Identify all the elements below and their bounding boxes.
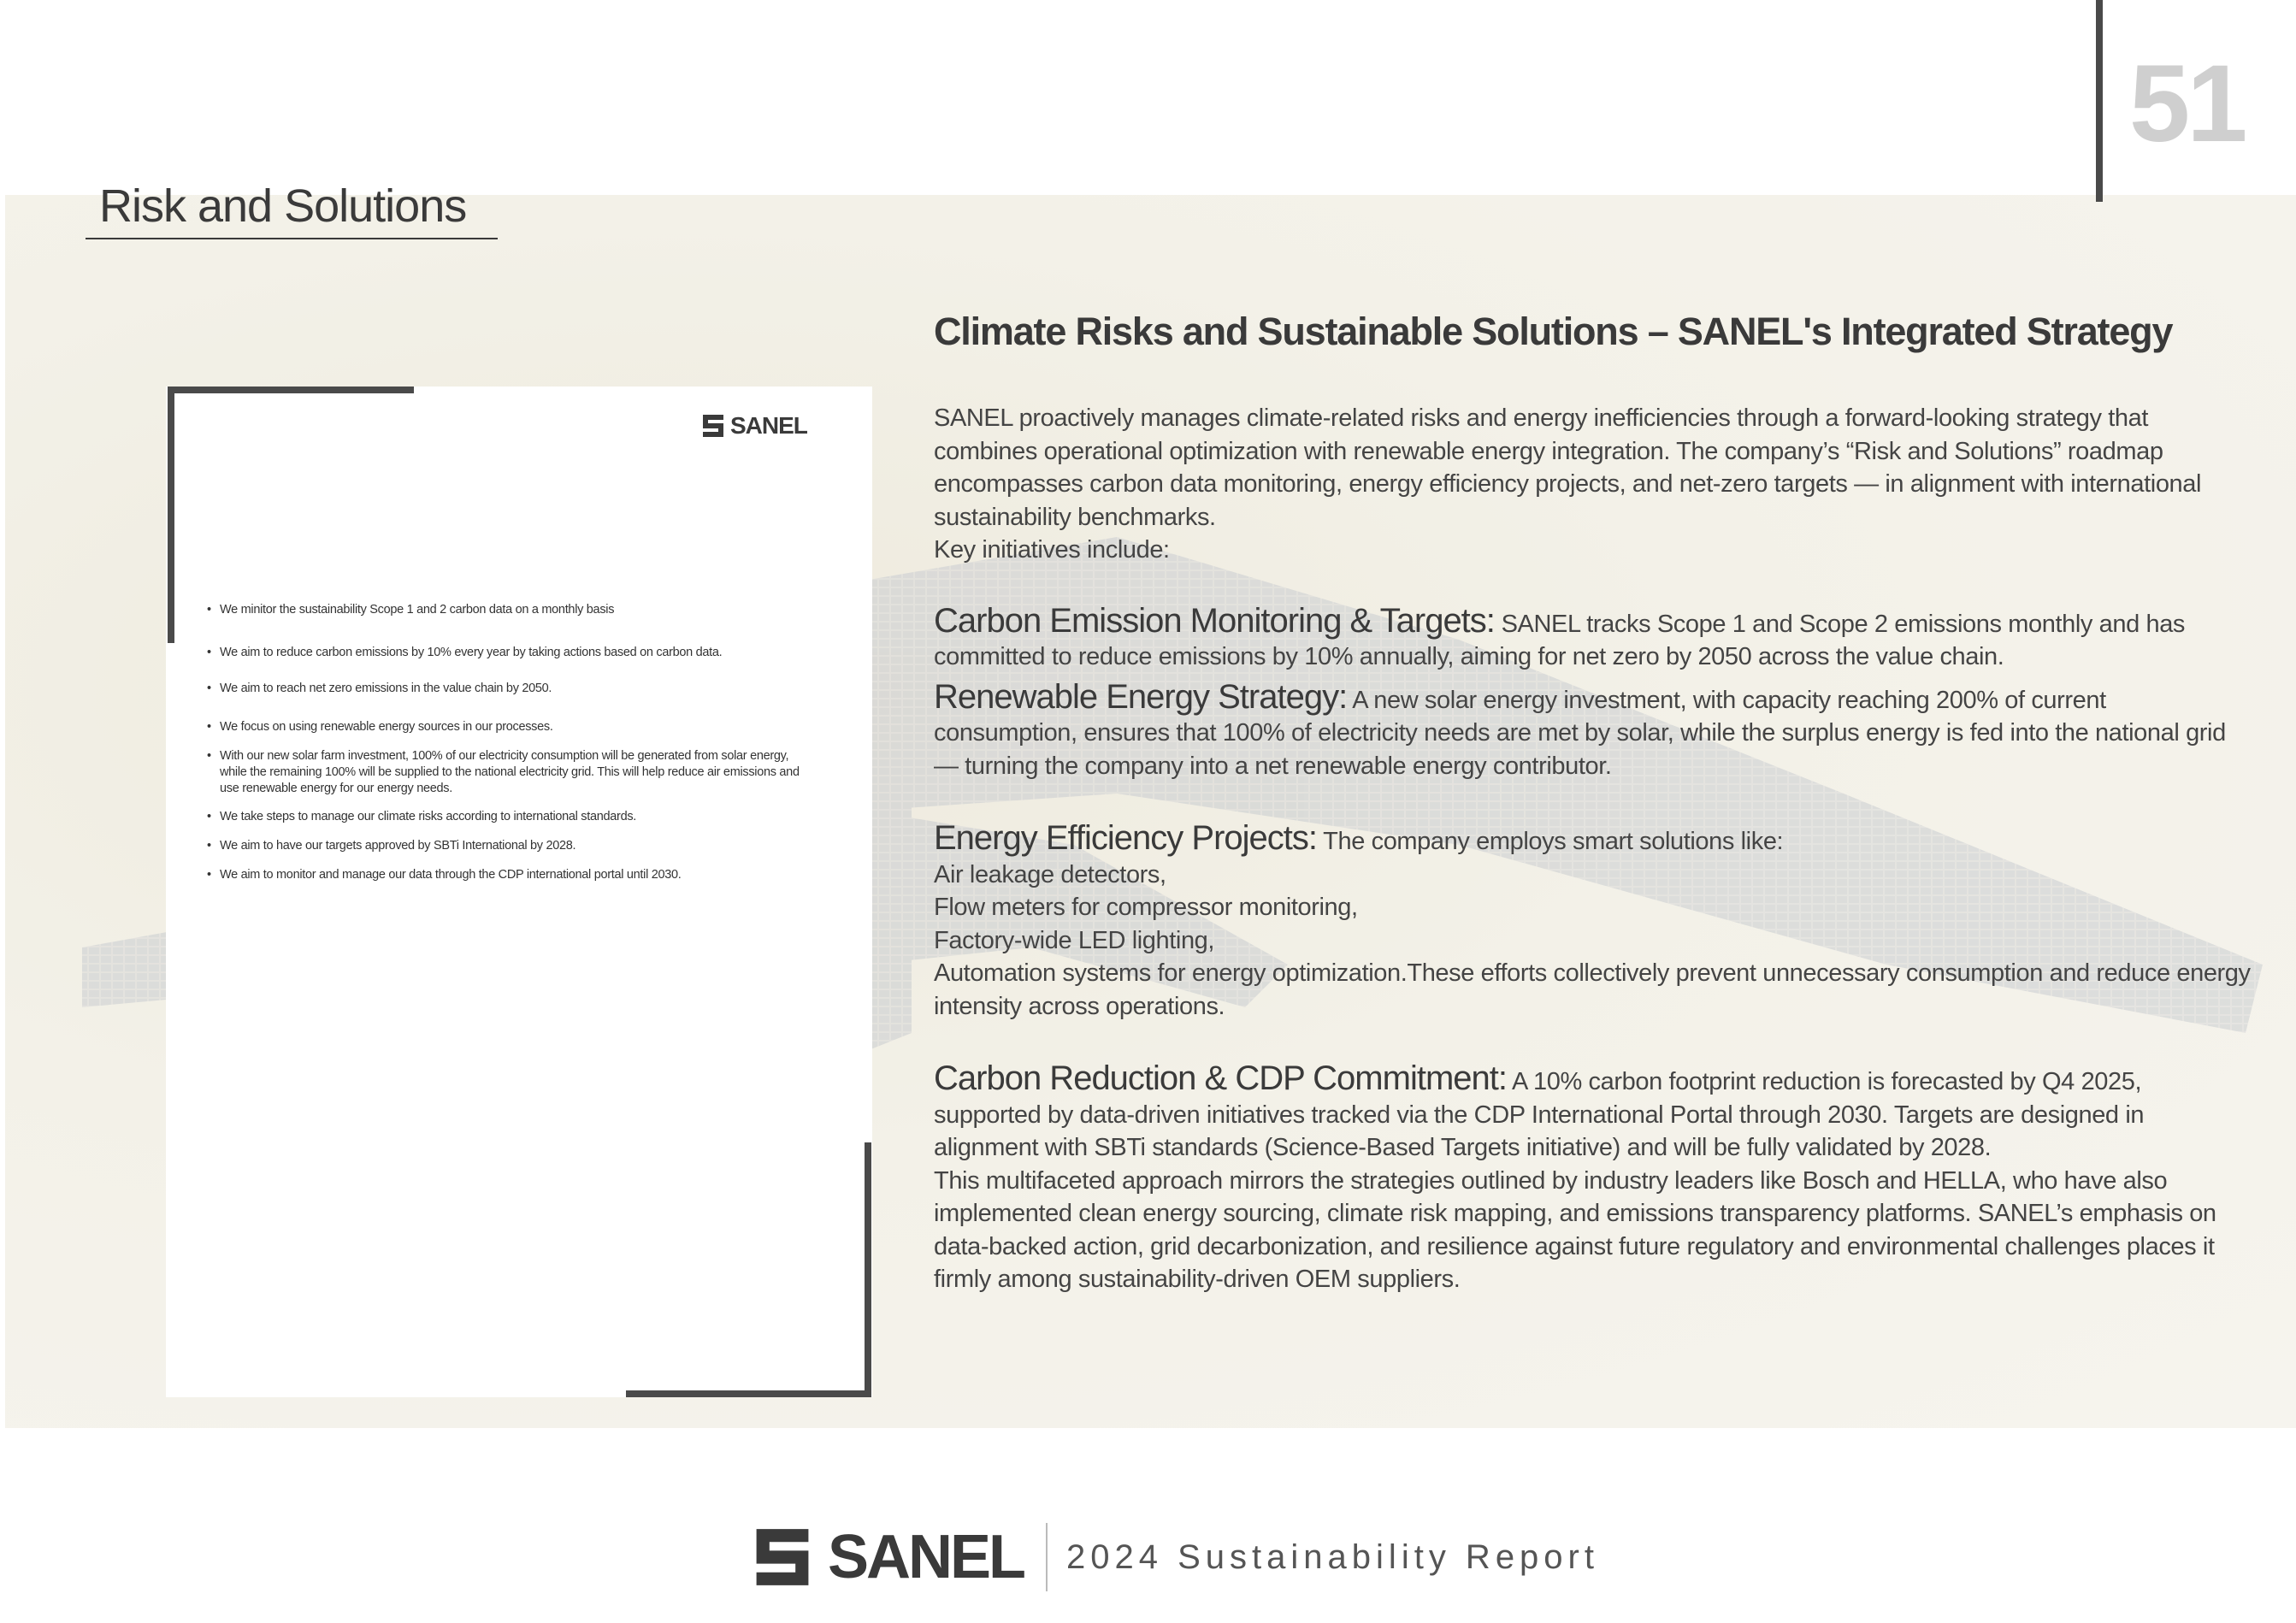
card-bracket-top-horizontal bbox=[168, 387, 414, 393]
list-item: • We focus on using renewable energy sources in our processes. bbox=[207, 719, 806, 735]
efficiency-line: Air leakage detectors, bbox=[934, 860, 1166, 888]
list-item: • We minitor the sustainability Scope 1 and 2 carbon data on a monthly basis bbox=[207, 602, 806, 618]
key-initiatives-label: Key initiatives include: bbox=[934, 536, 1170, 564]
card-logo-text: SANEL bbox=[730, 412, 807, 439]
footer-sanel-s-icon bbox=[746, 1525, 819, 1590]
footer bbox=[746, 1522, 1599, 1592]
section-title-underline bbox=[86, 238, 498, 239]
list-item: • We aim to reduce carbon emissions by 10% every year by taking actions based on carbon data. bbox=[207, 645, 806, 661]
sanel-s-icon bbox=[701, 413, 725, 439]
list-item: • We aim to monitor and manage our data through the CDP international portal until 2030. bbox=[207, 867, 806, 883]
card-bullet-list bbox=[207, 602, 806, 900]
card-logo bbox=[701, 412, 807, 440]
closing-paragraph: This multifaceted approach mirrors the strategies outlined by industry leaders like Bosch and HELLA, who have also implemented clean energy sourcing, climate risk mapping, and emissions transparency platforms. SANEL’s emphasis on data-backed action, grid decarbonization, and resilience against future regulatory and environmental challenges places it firmly among sustainability-driven OEM suppliers. bbox=[934, 1166, 2216, 1293]
carbon-monitoring-heading: Carbon Emission Monitoring & Targets: bbox=[934, 601, 1495, 640]
list-item: • We aim to reach net zero emissions in the value chain by 2050. bbox=[207, 681, 806, 697]
section-title: Risk and Solutions bbox=[99, 180, 467, 232]
efficiency-line: Flow meters for compressor monitoring, bbox=[934, 894, 1358, 921]
efficiency-heading: Energy Efficiency Projects: bbox=[934, 819, 1318, 857]
efficiency-line: Automation systems for energy optimization.These efforts collectively prevent unnecessary consumption and reduce energy intensity across operations. bbox=[934, 959, 2251, 1020]
footer-logo-text: SANEL bbox=[828, 1523, 1024, 1591]
list-item: • We aim to have our targets approved by SBTi International by 2028. bbox=[207, 838, 806, 854]
efficiency-paragraph bbox=[934, 819, 2251, 859]
main-content bbox=[934, 306, 2251, 1296]
cdp-heading: Carbon Reduction & CDP Commitment: bbox=[934, 1059, 1507, 1097]
renewable-paragraph bbox=[934, 677, 2251, 783]
cdp-text: A 10% carbon footprint reduction is forecasted by Q4 2025, supported by data-driven initiatives tracked via the CDP International Portal through 2030. Targets are designed in alignment with SBTi standards (Science-Based Targets initiative) and will be fully validated by 2028. bbox=[934, 1068, 2145, 1161]
renewable-heading: Renewable Energy Strategy: bbox=[934, 677, 1348, 716]
page-number-rule bbox=[2096, 0, 2103, 202]
efficiency-line: Factory-wide LED lighting, bbox=[934, 926, 1215, 954]
card-bracket-bottom-horizontal bbox=[626, 1390, 871, 1397]
footer-report-label: 2024 Sustainability Report bbox=[1066, 1537, 1599, 1576]
cdp-paragraph bbox=[934, 1059, 2251, 1165]
efficiency-text: The company employs smart solutions like: bbox=[1317, 828, 1784, 855]
list-item: • We take steps to manage our climate risks according to international standards. bbox=[207, 809, 806, 825]
carbon-monitoring-text: SANEL tracks Scope 1 and Scope 2 emissions monthly and has committed to reduce emissions by 10% annually, aiming for net zero by 2050 across the value chain. bbox=[934, 610, 2186, 670]
carbon-monitoring-paragraph bbox=[934, 601, 2251, 674]
renewable-text: A new solar energy investment, with capacity reaching 200% of current consumption, ensures that 100% of electricity needs are met by solar, while the surplus energy is fed into the national grid — turning the company into a net renewable energy contributor. bbox=[934, 686, 2226, 780]
footer-divider bbox=[1046, 1523, 1048, 1591]
card-bracket-bottom bbox=[865, 1142, 871, 1397]
card-bracket-top bbox=[168, 387, 174, 643]
intro-paragraph: SANEL proactively manages climate-related risks and energy inefficiencies through a forward-looking strategy that combines operational optimization with renewable energy integration. The company’s “Risk and Solutions” roadmap encompasses carbon data monitoring, energy efficiency projects, and net-zero targets — in alignment with international sustainability benchmarks. bbox=[934, 404, 2202, 531]
list-item: • With our new solar farm investment, 100% of our electricity consumption will be generated from solar energy, while the remaining 100% will be supplied to the national electricity grid. This will help reduce air emissions and use renewable energy for our energy needs. bbox=[207, 748, 806, 797]
main-title: Climate Risks and Sustainable Solutions – SANEL's Integrated Strategy bbox=[934, 310, 2173, 353]
page-number: 51 bbox=[2129, 43, 2245, 165]
